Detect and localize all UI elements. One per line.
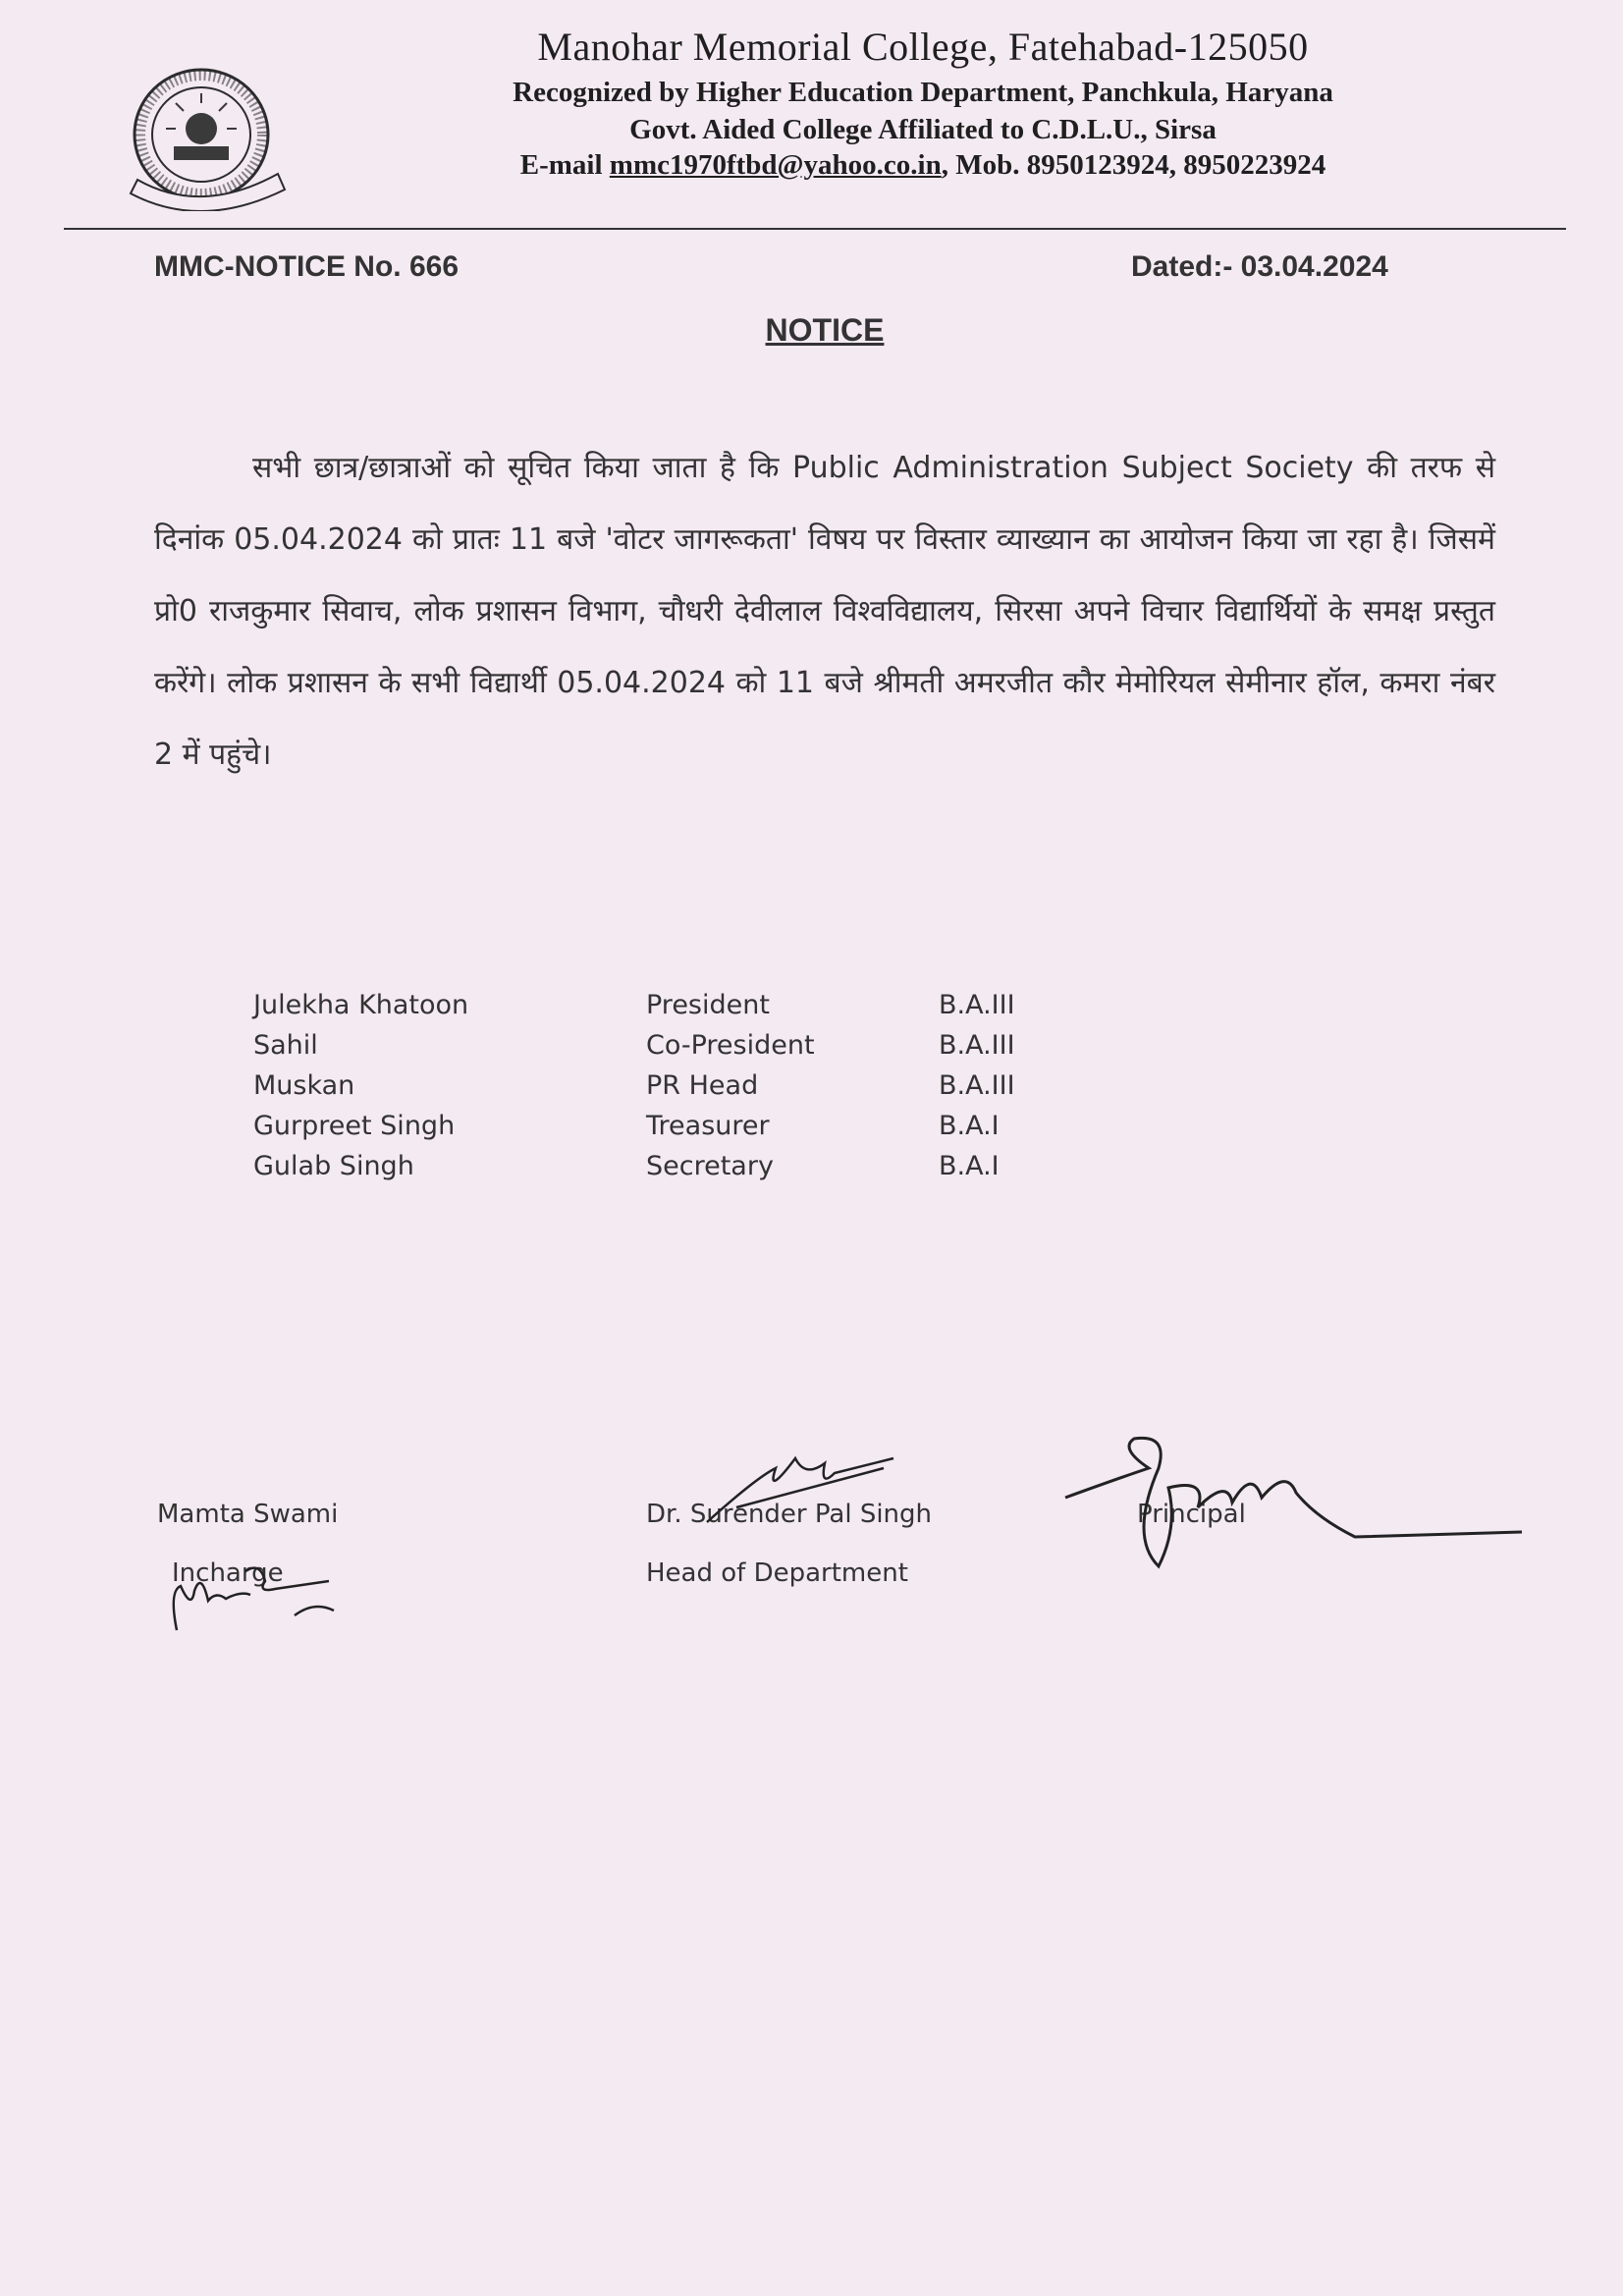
member-role: Treasurer [646, 1111, 770, 1141]
member-name: Sahil [253, 1030, 318, 1061]
notice-number: MMC-NOTICE No. 666 [154, 250, 460, 283]
member-name: Julekha Khatoon [253, 990, 469, 1020]
mobile-numbers: , Mob. 8950123924, 8950223924 [941, 149, 1326, 181]
notice-body [154, 432, 1495, 791]
affiliation-line: Govt. Aided College Affiliated to C.D.L.U., Sirsa [629, 114, 1217, 145]
hod-signature [697, 1439, 903, 1537]
member-role: President [646, 990, 770, 1020]
member-role: PR Head [646, 1070, 759, 1101]
header-divider [64, 228, 1566, 230]
incharge-role: Incharge [172, 1558, 284, 1588]
incharge-signature [147, 1532, 344, 1640]
member-class: B.A.III [939, 1070, 1015, 1101]
member-class: B.A.III [939, 1030, 1015, 1061]
incharge-name: Mamta Swami [157, 1500, 339, 1529]
member-role: Co-President [646, 1030, 815, 1061]
member-role: Secretary [646, 1151, 774, 1181]
member-name: Gurpreet Singh [253, 1111, 456, 1141]
recognition-line: Recognized by Higher Education Department, Panchkula, Haryana [513, 77, 1333, 108]
member-class: B.A.I [939, 1151, 1000, 1181]
notice-body-paragraph: सभी छात्र/छात्राओं को सूचित किया जाता है कि Public Administration Subject Society की तरफ से दिनांक 05.04.2024 को प्रातः 11 बजे 'वोटर जागरूकता' विषय पर विस्तार व्याख्यान का आयोजन किया जा रहा है। जिसमें प्रो0 राजकुमार सिवाच, लोक प्रशासन विभाग, चौधरी देवीलाल विश्वविद्यालय, सिरसा अपने विचार विद्यार्थियों के समक्ष प्रस्तुत करेंगे। लोक प्रशासन के सभी विद्यार्थी 05.04.2024 को 11 बजे श्रीमती अमरजीत कौर मेमोरियल सेमीनार हॉल, कमरा नंबर 2 में पहुंचे। [154, 451, 1495, 772]
hod-role: Head of Department [646, 1558, 908, 1588]
contact-line [353, 149, 1492, 182]
member-class: B.A.I [939, 1111, 1000, 1141]
member-name: Muskan [253, 1070, 355, 1101]
hod-name: Dr. Surender Pal Singh [646, 1500, 933, 1529]
member-name: Gulab Singh [253, 1151, 414, 1181]
email-link[interactable]: mmc1970ftbd@yahoo.co.in [609, 149, 942, 181]
notice-title: NOTICE [765, 312, 885, 348]
college-seal-logo [123, 64, 295, 211]
member-class: B.A.III [939, 990, 1015, 1020]
notice-date: Dated:- 03.04.2024 [1131, 250, 1388, 283]
college-name: Manohar Memorial College, Fatehabad-125050 [537, 25, 1309, 69]
principal-signature [1060, 1429, 1532, 1586]
principal-role: Principal [1137, 1500, 1246, 1529]
email-label: E-mail [519, 149, 603, 181]
